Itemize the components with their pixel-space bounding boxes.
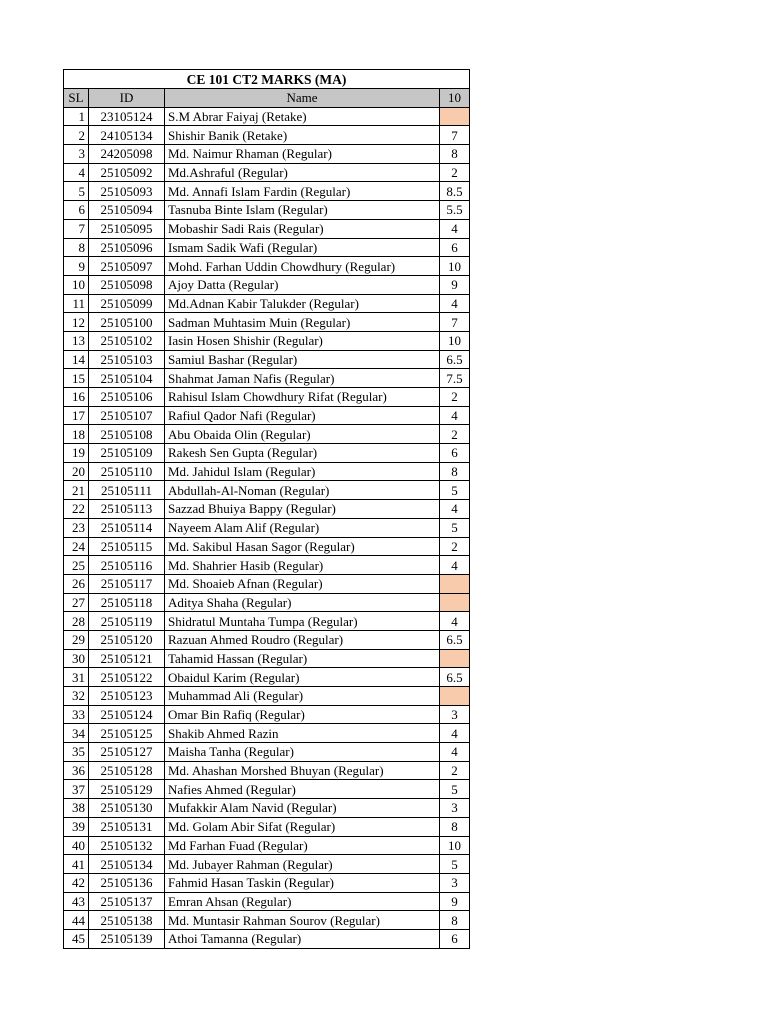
row-sl-cell: 8 <box>64 238 89 257</box>
row-sl-cell: 19 <box>64 444 89 463</box>
row-mark-cell: 2 <box>440 388 470 407</box>
row-name-cell: Md. Sakibul Hasan Sagor (Regular) <box>165 537 440 556</box>
row-mark-cell: 6.5 <box>440 350 470 369</box>
row-name-cell: Abu Obaida Olin (Regular) <box>165 425 440 444</box>
row-id-cell: 25105123 <box>89 687 165 706</box>
table-row <box>64 799 470 818</box>
row-sl-cell: 40 <box>64 836 89 855</box>
table-row <box>64 892 470 911</box>
table-row <box>64 406 470 425</box>
row-id-cell: 25105115 <box>89 537 165 556</box>
row-mark-cell: 8.5 <box>440 182 470 201</box>
table-row <box>64 593 470 612</box>
table-row <box>64 668 470 687</box>
table-row <box>64 350 470 369</box>
row-mark-cell: 10 <box>440 257 470 276</box>
marks-table <box>63 69 470 949</box>
row-name-cell: Mufakkir Alam Navid (Regular) <box>165 799 440 818</box>
row-sl-cell: 15 <box>64 369 89 388</box>
row-sl-cell: 43 <box>64 892 89 911</box>
row-id-cell: 25105138 <box>89 911 165 930</box>
row-sl-cell: 37 <box>64 780 89 799</box>
row-id-cell: 25105122 <box>89 668 165 687</box>
row-id-cell: 25105120 <box>89 630 165 649</box>
row-mark-cell: 4 <box>440 500 470 519</box>
row-mark-cell: 4 <box>440 406 470 425</box>
row-sl-cell: 21 <box>64 481 89 500</box>
row-mark-cell: 6 <box>440 929 470 948</box>
row-mark-cell <box>440 687 470 706</box>
row-id-cell: 25105099 <box>89 294 165 313</box>
row-name-cell: Md. Annafi Islam Fardin (Regular) <box>165 182 440 201</box>
row-id-cell: 25105134 <box>89 855 165 874</box>
table-row <box>64 687 470 706</box>
row-id-cell: 25105132 <box>89 836 165 855</box>
table-row <box>64 275 470 294</box>
row-sl-cell: 7 <box>64 219 89 238</box>
row-name-cell: Muhammad Ali (Regular) <box>165 687 440 706</box>
row-mark-cell: 8 <box>440 462 470 481</box>
row-mark-cell: 5 <box>440 481 470 500</box>
row-id-cell: 25105128 <box>89 761 165 780</box>
row-sl-cell: 27 <box>64 593 89 612</box>
row-name-cell: Emran Ahsan (Regular) <box>165 892 440 911</box>
row-sl-cell: 25 <box>64 556 89 575</box>
row-id-cell: 25105114 <box>89 518 165 537</box>
table-row <box>64 369 470 388</box>
row-name-cell: Tahamid Hassan (Regular) <box>165 649 440 668</box>
row-name-cell: Mohd. Farhan Uddin Chowdhury (Regular) <box>165 257 440 276</box>
row-name-cell: Md. Shoaieb Afnan (Regular) <box>165 574 440 593</box>
table-row <box>64 761 470 780</box>
table-row <box>64 574 470 593</box>
row-mark-cell: 7 <box>440 313 470 332</box>
row-mark-cell: 2 <box>440 761 470 780</box>
row-mark-cell <box>440 593 470 612</box>
row-sl-cell: 35 <box>64 743 89 762</box>
row-id-cell: 25105139 <box>89 929 165 948</box>
row-sl-cell: 41 <box>64 855 89 874</box>
row-name-cell: Abdullah-Al-Noman (Regular) <box>165 481 440 500</box>
column-header-name: Name <box>165 89 440 108</box>
row-id-cell: 25105121 <box>89 649 165 668</box>
table-row <box>64 500 470 519</box>
row-name-cell: Nafies Ahmed (Regular) <box>165 780 440 799</box>
row-id-cell: 24205098 <box>89 145 165 164</box>
row-name-cell: Omar Bin Rafiq (Regular) <box>165 705 440 724</box>
row-id-cell: 25105106 <box>89 388 165 407</box>
row-id-cell: 25105117 <box>89 574 165 593</box>
row-name-cell: Md. Golam Abir Sifat (Regular) <box>165 817 440 836</box>
row-name-cell: Athoi Tamanna (Regular) <box>165 929 440 948</box>
row-mark-cell: 10 <box>440 331 470 350</box>
table-row <box>64 518 470 537</box>
row-mark-cell: 6 <box>440 238 470 257</box>
row-sl-cell: 5 <box>64 182 89 201</box>
table-row <box>64 201 470 220</box>
row-mark-cell <box>440 574 470 593</box>
row-id-cell: 25105093 <box>89 182 165 201</box>
table-row <box>64 817 470 836</box>
row-name-cell: Ismam Sadik Wafi (Regular) <box>165 238 440 257</box>
row-id-cell: 25105111 <box>89 481 165 500</box>
row-name-cell: Md. Jahidul Islam (Regular) <box>165 462 440 481</box>
row-mark-cell: 7 <box>440 126 470 145</box>
row-name-cell: Md. Ahashan Morshed Bhuyan (Regular) <box>165 761 440 780</box>
row-sl-cell: 36 <box>64 761 89 780</box>
row-name-cell: Maisha Tanha (Regular) <box>165 743 440 762</box>
table-row <box>64 929 470 948</box>
row-mark-cell: 9 <box>440 275 470 294</box>
row-id-cell: 25105107 <box>89 406 165 425</box>
table-row <box>64 537 470 556</box>
row-id-cell: 25105116 <box>89 556 165 575</box>
row-id-cell: 25105104 <box>89 369 165 388</box>
row-id-cell: 25105136 <box>89 873 165 892</box>
row-id-cell: 23105124 <box>89 107 165 126</box>
row-sl-cell: 11 <box>64 294 89 313</box>
row-name-cell: Ajoy Datta (Regular) <box>165 275 440 294</box>
row-name-cell: Rakesh Sen Gupta (Regular) <box>165 444 440 463</box>
row-sl-cell: 29 <box>64 630 89 649</box>
row-mark-cell: 5 <box>440 518 470 537</box>
table-row <box>64 425 470 444</box>
row-sl-cell: 6 <box>64 201 89 220</box>
row-name-cell: Fahmid Hasan Taskin (Regular) <box>165 873 440 892</box>
row-mark-cell: 6 <box>440 444 470 463</box>
row-sl-cell: 30 <box>64 649 89 668</box>
row-name-cell: Md Farhan Fuad (Regular) <box>165 836 440 855</box>
table-row <box>64 873 470 892</box>
table-row <box>64 145 470 164</box>
row-sl-cell: 2 <box>64 126 89 145</box>
table-row <box>64 836 470 855</box>
row-id-cell: 25105113 <box>89 500 165 519</box>
row-id-cell: 25105124 <box>89 705 165 724</box>
row-sl-cell: 20 <box>64 462 89 481</box>
row-sl-cell: 18 <box>64 425 89 444</box>
row-id-cell: 25105098 <box>89 275 165 294</box>
row-sl-cell: 4 <box>64 163 89 182</box>
row-mark-cell: 8 <box>440 911 470 930</box>
row-sl-cell: 31 <box>64 668 89 687</box>
row-mark-cell: 5.5 <box>440 201 470 220</box>
row-mark-cell: 4 <box>440 724 470 743</box>
row-id-cell: 25105129 <box>89 780 165 799</box>
row-sl-cell: 12 <box>64 313 89 332</box>
row-name-cell: Md.Adnan Kabir Talukder (Regular) <box>165 294 440 313</box>
row-sl-cell: 38 <box>64 799 89 818</box>
table-row <box>64 182 470 201</box>
row-mark-cell: 7.5 <box>440 369 470 388</box>
row-sl-cell: 32 <box>64 687 89 706</box>
row-id-cell: 25105100 <box>89 313 165 332</box>
row-mark-cell: 3 <box>440 705 470 724</box>
table-row <box>64 612 470 631</box>
row-mark-cell: 6.5 <box>440 668 470 687</box>
row-sl-cell: 44 <box>64 911 89 930</box>
table-row <box>64 855 470 874</box>
row-name-cell: Sazzad Bhuiya Bappy (Regular) <box>165 500 440 519</box>
table-row <box>64 331 470 350</box>
row-id-cell: 25105108 <box>89 425 165 444</box>
table-row <box>64 107 470 126</box>
table-row <box>64 481 470 500</box>
row-sl-cell: 39 <box>64 817 89 836</box>
row-mark-cell: 9 <box>440 892 470 911</box>
row-name-cell: Razuan Ahmed Roudro (Regular) <box>165 630 440 649</box>
row-id-cell: 25105137 <box>89 892 165 911</box>
row-name-cell: Iasin Hosen Shishir (Regular) <box>165 331 440 350</box>
table-row <box>64 556 470 575</box>
row-name-cell: Obaidul Karim (Regular) <box>165 668 440 687</box>
row-sl-cell: 13 <box>64 331 89 350</box>
row-mark-cell: 5 <box>440 780 470 799</box>
row-mark-cell: 3 <box>440 873 470 892</box>
row-mark-cell: 4 <box>440 743 470 762</box>
row-name-cell: Nayeem Alam Alif (Regular) <box>165 518 440 537</box>
table-row <box>64 126 470 145</box>
table-row <box>64 313 470 332</box>
row-name-cell: Md.Ashraful (Regular) <box>165 163 440 182</box>
row-id-cell: 25105131 <box>89 817 165 836</box>
row-id-cell: 25105097 <box>89 257 165 276</box>
table-row <box>64 462 470 481</box>
row-id-cell: 25105125 <box>89 724 165 743</box>
row-mark-cell: 4 <box>440 294 470 313</box>
table-body <box>64 107 470 948</box>
row-mark-cell: 5 <box>440 855 470 874</box>
table-row <box>64 911 470 930</box>
sheet-title: CE 101 CT2 MARKS (MA) <box>64 70 470 89</box>
table-row <box>64 238 470 257</box>
row-sl-cell: 17 <box>64 406 89 425</box>
row-name-cell: Shidratul Muntaha Tumpa (Regular) <box>165 612 440 631</box>
row-id-cell: 25105095 <box>89 219 165 238</box>
row-name-cell: Tasnuba Binte Islam (Regular) <box>165 201 440 220</box>
table-row <box>64 388 470 407</box>
row-name-cell: Md. Shahrier Hasib (Regular) <box>165 556 440 575</box>
table-row <box>64 163 470 182</box>
row-sl-cell: 23 <box>64 518 89 537</box>
row-name-cell: Md. Muntasir Rahman Sourov (Regular) <box>165 911 440 930</box>
row-mark-cell: 6.5 <box>440 630 470 649</box>
row-id-cell: 25105103 <box>89 350 165 369</box>
row-id-cell: 25105096 <box>89 238 165 257</box>
row-id-cell: 25105118 <box>89 593 165 612</box>
row-sl-cell: 42 <box>64 873 89 892</box>
row-id-cell: 25105102 <box>89 331 165 350</box>
row-id-cell: 24105134 <box>89 126 165 145</box>
column-header-row <box>64 89 470 108</box>
row-id-cell: 25105127 <box>89 743 165 762</box>
row-name-cell: Rafiul Qador Nafi (Regular) <box>165 406 440 425</box>
row-mark-cell: 4 <box>440 556 470 575</box>
row-sl-cell: 34 <box>64 724 89 743</box>
row-sl-cell: 28 <box>64 612 89 631</box>
table-row <box>64 219 470 238</box>
row-mark-cell: 2 <box>440 163 470 182</box>
table-row <box>64 780 470 799</box>
row-sl-cell: 1 <box>64 107 89 126</box>
row-name-cell: Md. Jubayer Rahman (Regular) <box>165 855 440 874</box>
row-mark-cell: 3 <box>440 799 470 818</box>
row-mark-cell: 2 <box>440 425 470 444</box>
row-id-cell: 25105130 <box>89 799 165 818</box>
table-row <box>64 257 470 276</box>
row-mark-cell: 8 <box>440 817 470 836</box>
row-mark-cell: 4 <box>440 219 470 238</box>
row-mark-cell: 8 <box>440 145 470 164</box>
row-id-cell: 25105110 <box>89 462 165 481</box>
table-row <box>64 705 470 724</box>
table-row <box>64 724 470 743</box>
row-name-cell: Aditya Shaha (Regular) <box>165 593 440 612</box>
row-sl-cell: 45 <box>64 929 89 948</box>
row-name-cell: Samiul Bashar (Regular) <box>165 350 440 369</box>
row-name-cell: Shahmat Jaman Nafis (Regular) <box>165 369 440 388</box>
row-sl-cell: 26 <box>64 574 89 593</box>
row-mark-cell: 4 <box>440 612 470 631</box>
row-name-cell: Md. Naimur Rhaman (Regular) <box>165 145 440 164</box>
row-id-cell: 25105119 <box>89 612 165 631</box>
row-name-cell: S.M Abrar Faiyaj (Retake) <box>165 107 440 126</box>
row-sl-cell: 33 <box>64 705 89 724</box>
row-sl-cell: 10 <box>64 275 89 294</box>
row-mark-cell <box>440 649 470 668</box>
column-header-id: ID <box>89 89 165 108</box>
column-header-mark: 10 <box>440 89 470 108</box>
row-sl-cell: 14 <box>64 350 89 369</box>
table-row <box>64 743 470 762</box>
row-mark-cell: 2 <box>440 537 470 556</box>
row-name-cell: Shakib Ahmed Razin <box>165 724 440 743</box>
row-sl-cell: 24 <box>64 537 89 556</box>
row-sl-cell: 16 <box>64 388 89 407</box>
row-mark-cell <box>440 107 470 126</box>
row-sl-cell: 22 <box>64 500 89 519</box>
column-header-sl: SL <box>64 89 89 108</box>
title-row <box>64 70 470 89</box>
row-name-cell: Mobashir Sadi Rais (Regular) <box>165 219 440 238</box>
table-row <box>64 630 470 649</box>
row-id-cell: 25105109 <box>89 444 165 463</box>
row-name-cell: Sadman Muhtasim Muin (Regular) <box>165 313 440 332</box>
table-row <box>64 294 470 313</box>
row-name-cell: Shishir Banik (Retake) <box>165 126 440 145</box>
table-row <box>64 649 470 668</box>
row-sl-cell: 9 <box>64 257 89 276</box>
table-row <box>64 444 470 463</box>
row-mark-cell: 10 <box>440 836 470 855</box>
row-name-cell: Rahisul Islam Chowdhury Rifat (Regular) <box>165 388 440 407</box>
row-sl-cell: 3 <box>64 145 89 164</box>
row-id-cell: 25105094 <box>89 201 165 220</box>
row-id-cell: 25105092 <box>89 163 165 182</box>
